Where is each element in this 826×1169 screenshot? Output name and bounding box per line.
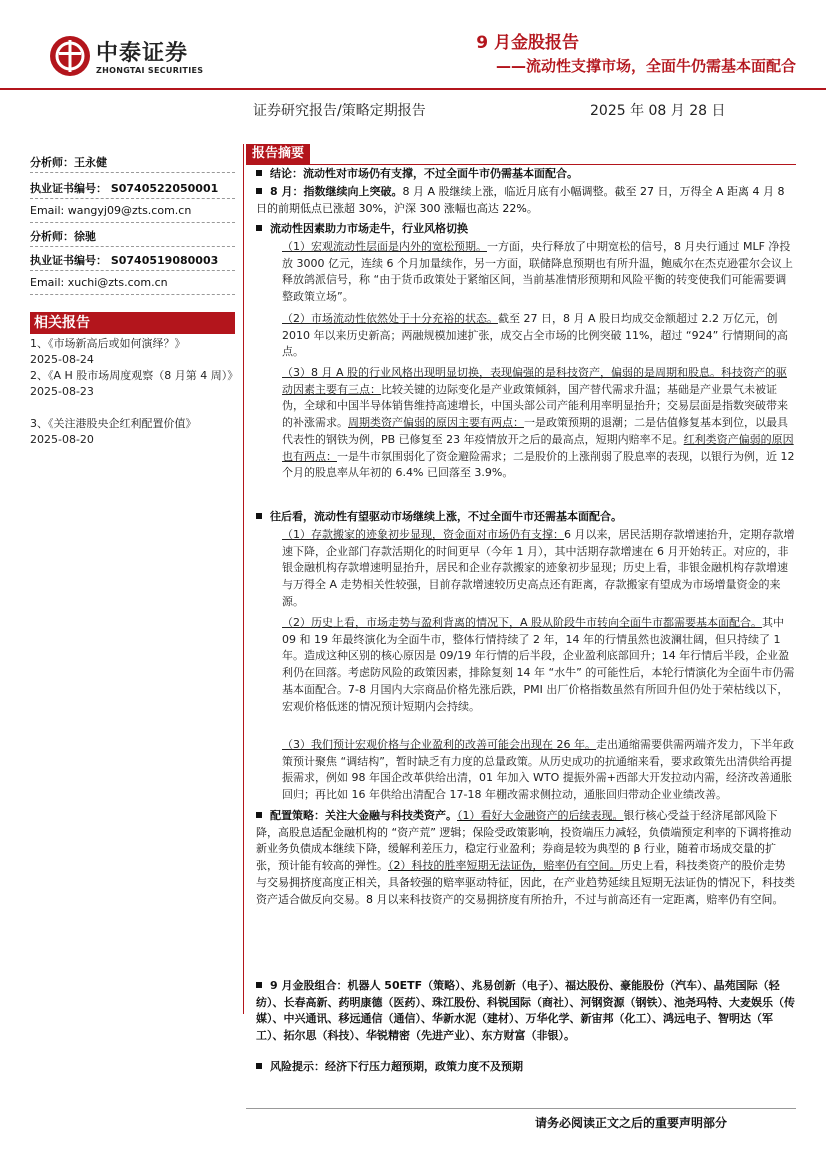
para-text: 一是牛市氛围弱化了资金避险需求；二是股价的上涨削弱了股息率的表现，以银行为例，近 12 个月的股息率从年初的 6.4% 已回落至 3.9%。	[282, 449, 795, 480]
bullet-text: 9 月金股组合：机器人 50ETF（策略）、兆易创新（电子）、福达股份、豪能股份（汽车）、晶苑国际（轻纺）、长春高新、药明康德（医药）、珠江股份、科锐国际（商社）、河钢资源（钢铁）、池尧玛特、大麦娱乐（传媒）、中兴通讯、移远通信（通信）、华新水泥（建材）、万华化学、新宙邦（化工）、鸿远电子、智明达（军工）、拓尔思（科技）、华锐精密（先进产业）、东方财富（非银）。	[256, 979, 795, 1043]
bullet-outlook	[256, 509, 796, 526]
para-lead: 红利类资产偏弱的原因也有两点：	[282, 432, 794, 463]
column-divider	[243, 144, 244, 1014]
para-macro-liquidity	[282, 239, 796, 306]
bullet-august	[256, 184, 796, 217]
para-text: 一方面，央行释放了中期宽松的信号，8 月央行通过 MLF 净投放 3000 亿元，连续 6 个月加量续作，另一方面，联储降息预期也有所升温，鲍威尔在杰克逊霍尔会议上释放鸽派信号，称 “由于货币政策处于紧缩区间，当前基准情形预期和风险平衡的转变使我们可能需要调整政策立场”。	[282, 240, 793, 304]
para-style-rotation	[282, 365, 796, 482]
analyst-name: 分析师：王永健	[30, 156, 107, 169]
related-report-title[interactable]: 2、《A H 股市场周度观察（8 月第 4 周）》	[30, 369, 239, 382]
bullet-conclusion	[256, 166, 796, 183]
analyst-email: Email: wangyj09@zts.com.cn	[30, 204, 192, 217]
summary-heading: 报告摘要	[246, 144, 310, 164]
bullet-allocation	[256, 808, 796, 908]
bullet-text: 8 月 A 股继续上涨，临近月底有小幅调整。截至 27 日，万得全 A 距离 4 月 8 日的前期低点已涨超 30%，沪深 300 涨幅也高达 22%。	[256, 185, 785, 215]
related-report-item[interactable]	[30, 368, 239, 400]
logo-text-cn: 中泰证券	[96, 41, 189, 66]
divider	[30, 294, 235, 295]
para-lead: （2）科技的胜率短期无法证伪，赔率仍有空间。	[388, 859, 621, 873]
bullet-text: 银行核心受益于经济尾部风险下降，高股息适配金融机构的 “资产荒” 逻辑；保险受政策影响，投资端压力减轻，负债端预定利率的下调将推动新业务负债成本继续下降，缓解利差压力，稳定行业盈利；券商是较为典型的 β 行业，随着市场成交量的扩张，预计能有较高的弹性。	[256, 809, 792, 873]
divider	[30, 246, 235, 247]
logo-text-en: ZHONGTAI SECURITIES	[96, 66, 204, 75]
para-text: 截至 27 日，8 月 A 股日均成交金额超过 2.2 万亿元，创 2010 年以来历史新高；两融规模加速扩张，成交占全市场的比例突破 11%，超过 “924” 行情期间的高点。	[282, 312, 788, 359]
para-lead: （2）历史上看，市场走势与盈利背离的情况下，A 股从阶段牛市转向全面牛市都需要基本面配合。	[282, 616, 763, 629]
footer-rule	[246, 1108, 796, 1109]
para-deposit-shift	[282, 527, 796, 611]
report-type: 证券研究报告/策略定期报告	[253, 103, 426, 119]
para-lead: （2）市场流动性依然处于十分充裕的状态。	[282, 312, 498, 325]
para-lead: （3）我们预计宏观价格与企业盈利的改善可能会出现在 26 年。	[282, 738, 596, 751]
para-lead: 周期类资产偏弱的原因主要有两点：	[348, 416, 524, 430]
para-text: 6 月以来，居民活期存款增速抬升，定期存款增速下降，企业部门存款活期化的时间更早（今年 1 月），其中活期存款增速在 6 月开始转正。对应的，非银金融机构存款增速明显抬升，居民和企业存款搬家的迹象初步显现；历史上看，非银金融机构存款增速与万得全 A 走势相关性较强，目前存款增速较历史高点还有距离，存款搬家有望成为市场增量资金的来源。	[282, 528, 795, 608]
divider	[30, 198, 235, 199]
report-title: 9 月金股报告	[476, 33, 579, 53]
report-subtitle: ——流动性支撑市场，全面牛仍需基本面配合	[495, 57, 796, 75]
para-market-liquidity	[282, 311, 796, 361]
para-lead: （1）存款搬家的迹象初步显现，资金面对市场仍有支撑：	[282, 528, 564, 541]
related-report-title[interactable]: 1、《市场新高后或如何演绎？》	[30, 337, 186, 350]
related-report-date: 2025-08-23	[30, 385, 94, 398]
bullet-text: 历史上看，科技类资产的股价走势与交易拥挤度高度正相关，具备较强的赔率驱动特征，因此，在产业趋势延续且短期无法证伪的情况下，科技类资产适合做反向交易。8 月以来科技资产的交易拥挤度有所抬升，不过与前高还有一定距离，赔率仍有空间。	[256, 859, 795, 906]
related-report-date: 2025-08-20	[30, 433, 94, 446]
related-report-date: 2025-08-24	[30, 353, 94, 366]
para-text: 比较关键的边际变化是产业政策倾斜，国产替代需求升温；基础是产业景气未被证伪，全球和中国半导体销售维持高速增长，中国头部公司产能利用率明显抬升；交易层面是指数突破带来的补涨需求。	[282, 382, 788, 430]
bullet-text: 风险提示：经济下行压力超预期，政策力度不及预期	[270, 1060, 523, 1073]
para-lead: （1）宏观流动性层面是内外的宽松预期。	[282, 240, 487, 253]
summary-header	[246, 144, 796, 165]
para-lead: （1）看好大金融资产的后续表现。	[457, 809, 624, 822]
para-text: 走出通缩需要供需两端齐发力，下半年政策预计聚焦 “调结构”，暂时缺乏有力度的总量政策。从历史成功的抗通缩来看，要求政策先出清供给再提振需求，例如 98 年国企改革供给出清，01 年加入 WTO 提振外需+西部大开发拉动内需，经济改善通胀回归；再比如 16 年供给出清配合 17-18 年棚改需求侧拉动，通胀回归带动企业业绩改善。	[282, 738, 794, 802]
para-history	[282, 615, 796, 715]
related-report-item[interactable]	[30, 416, 235, 448]
bullet-square-icon	[256, 225, 262, 231]
analyst-name: 分析师：徐驰	[30, 230, 96, 243]
bullet-square-icon	[256, 170, 262, 176]
header-rule	[0, 88, 826, 90]
bullet-text: 流动性因素助力市场走牛，行业风格切换	[270, 222, 468, 235]
bullet-text: 往后看，流动性有望驱动市场继续上涨，不过全面牛市还需基本面配合。	[270, 510, 622, 523]
bullet-square-icon	[256, 812, 262, 818]
report-date: 2025 年 08 月 28 日	[590, 103, 726, 119]
para-text: 一是政策预期的退潮；二是估值修复基本到位，以最具代表性的钢铁为例，PB 已修复至 23 年疫情放开之后的最高点，短期内赔率不足。	[282, 416, 788, 446]
bullet-risk	[256, 1059, 796, 1076]
bullet-square-icon	[256, 513, 262, 519]
bullet-square-icon	[256, 1063, 262, 1069]
related-report-title[interactable]: 3、《关注港股央企红利配置价值》	[30, 417, 197, 430]
bullet-square-icon	[256, 188, 262, 194]
analyst-cert: 执业证书编号： S0740519080003	[30, 254, 219, 267]
bullet-liquidity	[256, 221, 796, 238]
divider	[30, 172, 235, 173]
bullet-square-icon	[256, 982, 262, 988]
related-reports-heading: 相关报告	[30, 312, 235, 334]
divider	[30, 270, 235, 271]
bullet-lead: 配置策略：关注大金融与科技类资产。	[270, 809, 457, 822]
analyst-email: Email: xuchi@zts.com.cn	[30, 276, 168, 289]
para-lead: （3）8 月 A 股的行业风格出现明显切换，表现偏强的是科技资产，偏弱的是周期和股息。科技资产的驱动因素主要有三点：	[282, 366, 788, 396]
analyst-cert: 执业证书编号： S0740522050001	[30, 182, 219, 195]
para-text: 其中 09 和 19 年最终演化为全面牛市，整体行情持续了 2 年，14 年的行情虽然也波澜壮阔，但只持续了 1 年。造成这种区别的核心原因是 09/19 年行情的后半段，企业盈利底部回升；14 年行情后半段，企业盈利仍在回落。考虑防风险的政策因素，排除复刻 14 年 “水牛” 的可能性后，本轮行情演化为全面牛市仍需基本面配合。7-8 月国内大宗商品价格先涨后跌，PMI 出厂价格指数虽然有所回升但仍处于荣枯线以下，宏观价格低迷的情况预计短期内会持续。	[282, 616, 795, 713]
para-forecast	[282, 737, 796, 804]
bullet-lead: 8 月：指数继续向上突破。	[270, 185, 403, 198]
bullet-text: 结论：流动性对市场仍有支撑，不过全面牛市仍需基本面配合。	[270, 167, 578, 180]
company-logo	[50, 36, 215, 80]
bullet-golden-stocks	[256, 978, 796, 1045]
logo-mark-icon	[50, 36, 90, 76]
footer-disclaimer: 请务必阅读正文之后的重要声明部分	[535, 1116, 728, 1130]
divider	[30, 222, 235, 223]
related-report-item[interactable]	[30, 336, 235, 368]
